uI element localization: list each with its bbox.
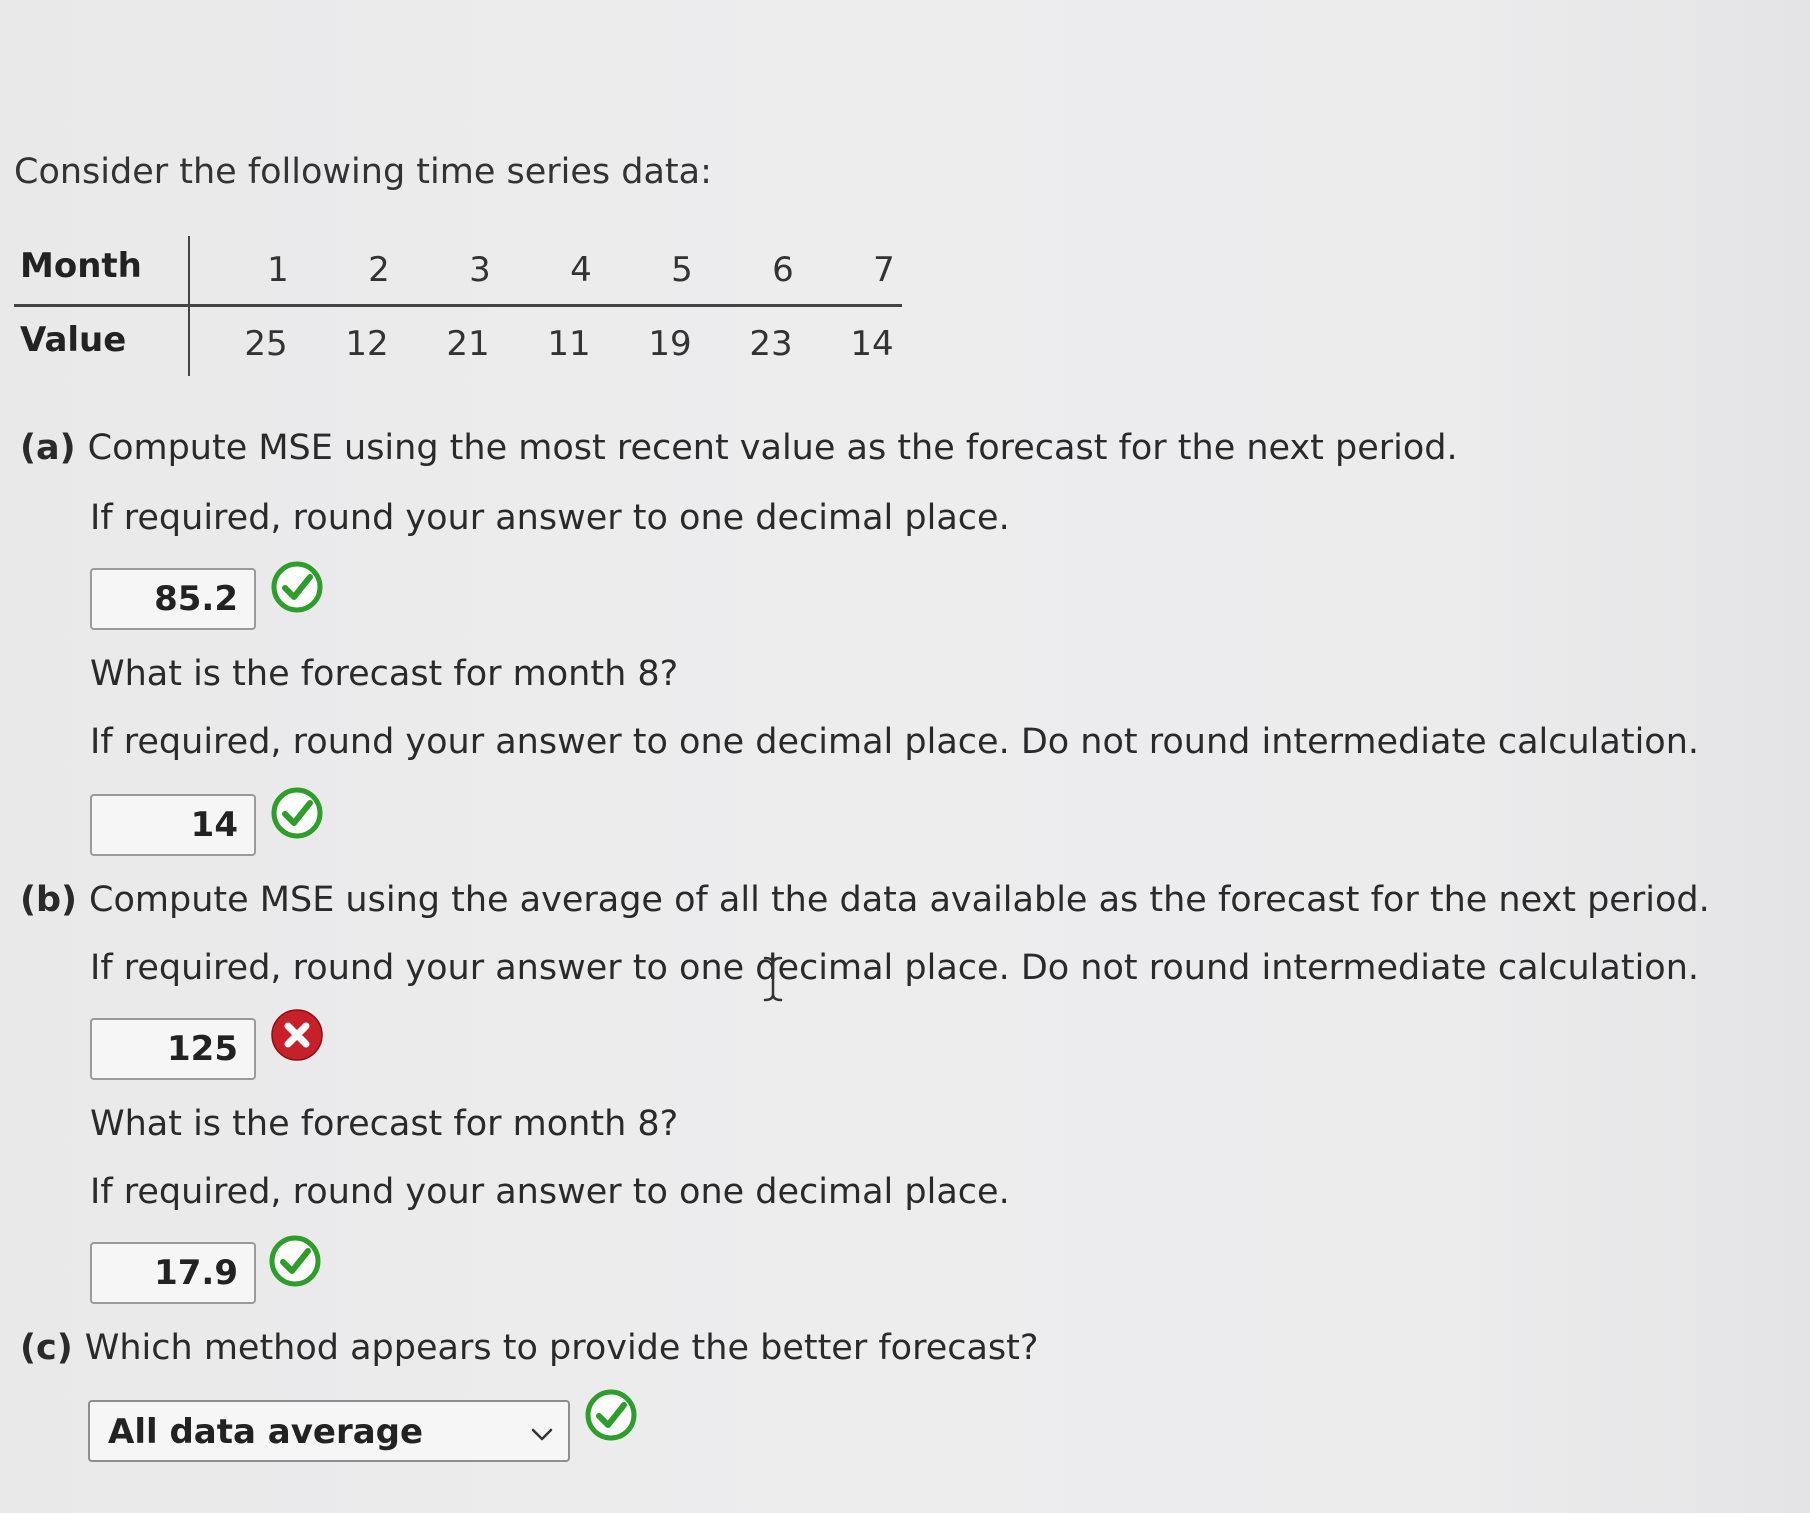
part-b-mse-input[interactable]: 125 — [90, 1018, 256, 1080]
part-c-tag: (c) — [20, 1328, 73, 1368]
month-row-label: Month — [20, 246, 142, 286]
part-a-instruction-1: If required, round your answer to one decimal place. — [90, 498, 1010, 538]
part-b-instruction-2: If required, round your answer to one decimal place. — [90, 1172, 1010, 1212]
value-cell: 25 — [244, 324, 288, 364]
incorrect-x-icon — [270, 1008, 324, 1062]
value-cell: 14 — [850, 324, 894, 364]
month-cell: 2 — [368, 250, 390, 290]
month-cell: 3 — [469, 250, 491, 290]
part-a-question — [20, 428, 1458, 468]
correct-check-icon — [268, 1234, 322, 1288]
part-b-question-2: What is the forecast for month 8? — [90, 1104, 679, 1144]
part-a-tag: (a) — [20, 428, 76, 468]
part-a-mse-input[interactable]: 85.2 — [90, 568, 256, 630]
part-c-question-text: Which method appears to provide the better forecast? — [84, 1328, 1039, 1368]
intro-text: Consider the following time series data: — [14, 152, 712, 192]
part-c-question — [20, 1328, 1038, 1368]
chevron-down-icon — [528, 1420, 556, 1448]
correct-check-icon — [584, 1388, 638, 1442]
value-cell: 11 — [547, 324, 591, 364]
part-a-instruction-2: If required, round your answer to one decimal place. Do not round intermediate calculation. — [90, 722, 1700, 762]
value-cell: 19 — [648, 324, 692, 364]
part-b-question — [20, 880, 1710, 920]
part-b-tag: (b) — [20, 880, 78, 920]
month-cell: 7 — [873, 250, 895, 290]
correct-check-icon — [270, 786, 324, 840]
month-cell: 6 — [772, 250, 794, 290]
month-cell: 4 — [570, 250, 592, 290]
part-a-forecast-input[interactable]: 14 — [90, 794, 256, 856]
part-a-question-text: Compute MSE using the most recent value as the forecast for the next period. — [87, 428, 1458, 468]
correct-check-icon — [270, 560, 324, 614]
month-cell: 1 — [267, 250, 289, 290]
method-select-value: All data average — [108, 1412, 424, 1452]
value-cell: 12 — [345, 324, 389, 364]
text-cursor-icon — [760, 956, 786, 1002]
part-b-forecast-input[interactable]: 17.9 — [90, 1242, 256, 1304]
part-b-instruction-1: If required, round your answer to one decimal place. Do not round intermediate calculation. — [90, 948, 1700, 988]
method-select[interactable] — [88, 1400, 570, 1462]
value-cell: 23 — [749, 324, 793, 364]
month-cell: 5 — [671, 250, 693, 290]
part-b-question-text: Compute MSE using the average of all the data available as the forecast for the next period. — [89, 880, 1710, 920]
time-series-table — [14, 232, 902, 380]
part-a-question-2: What is the forecast for month 8? — [90, 654, 679, 694]
value-cell: 21 — [446, 324, 490, 364]
table-horizontal-divider — [14, 304, 902, 307]
value-row-label: Value — [20, 320, 127, 360]
